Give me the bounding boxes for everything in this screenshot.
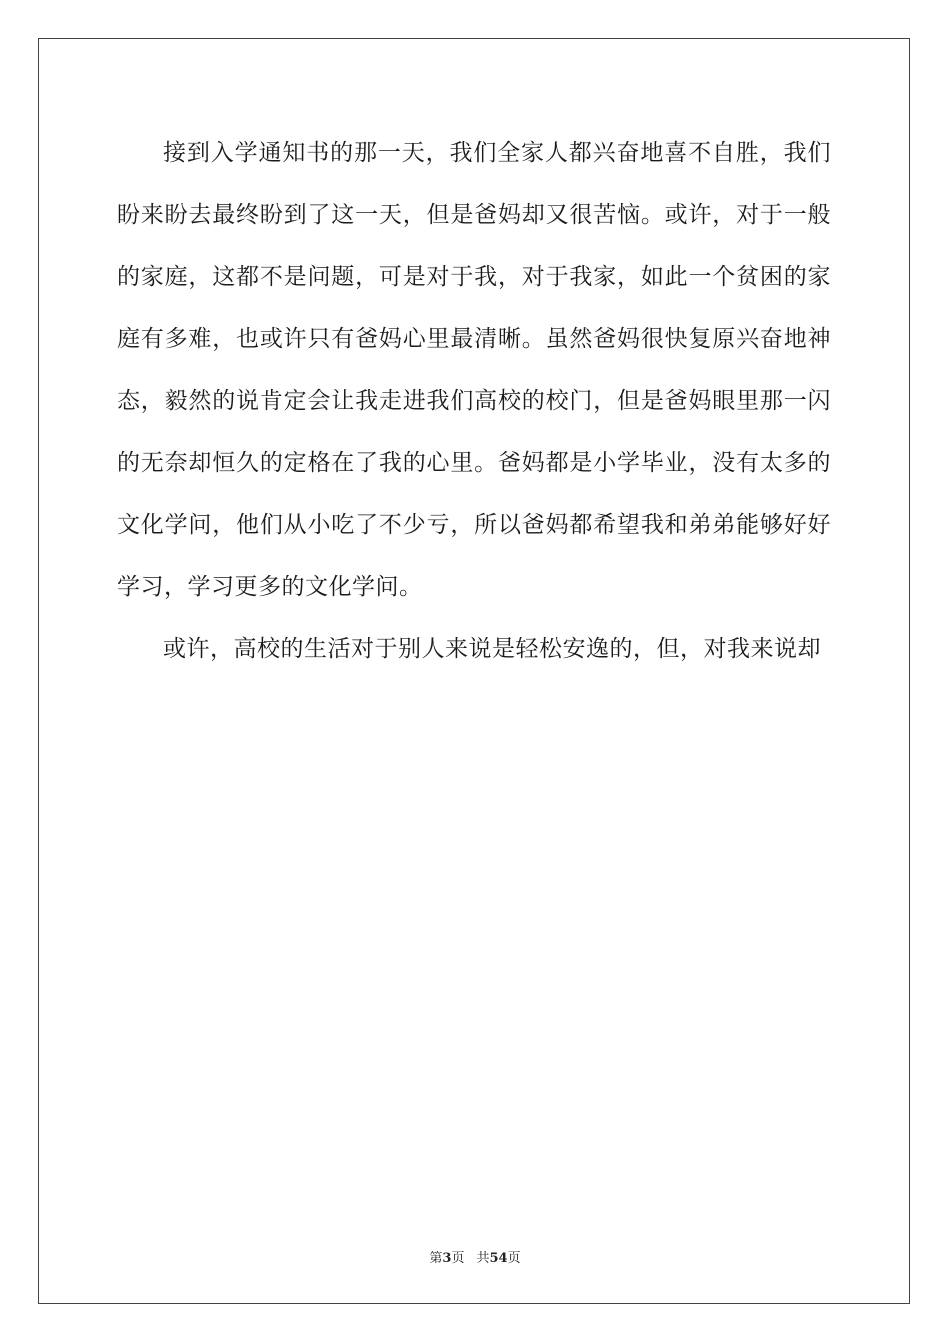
document-body — [117, 122, 831, 680]
page-number: 3 — [442, 1251, 452, 1266]
total-pages: 54 — [489, 1251, 508, 1266]
paragraph-1: 接到入学通知书的那一天，我们全家人都兴奋地喜不自胜，我们盼来盼去最终盼到了这一天，但是爸妈却又很苦恼。或许，对于一般的家庭，这都不是问题，可是对于我，对于我家，如此一个贫困的家庭有多难，也或许只有爸妈心里最清晰。虽然爸妈很快复原兴奋地神态，毅然的说肯定会让我走进我们高校的校门，但是爸妈眼里那一闪的无奈却恒久的定格在了我的心里。爸妈都是小学毕业，没有太多的文化学问，他们从小吃了不少亏，所以爸妈都希望我和弟弟能够好好学习，学习更多的文化学问。 — [117, 140, 831, 600]
total-prefix: 共 — [476, 1251, 490, 1266]
paragraph-2: 或许，高校的生活对于别人来说是轻松安逸的，但，对我来说却 — [163, 636, 821, 662]
page-footer — [0, 1247, 950, 1266]
page-prefix: 第 — [429, 1251, 443, 1266]
total-suffix: 页 — [507, 1251, 521, 1266]
page-suffix: 页 — [451, 1251, 465, 1266]
